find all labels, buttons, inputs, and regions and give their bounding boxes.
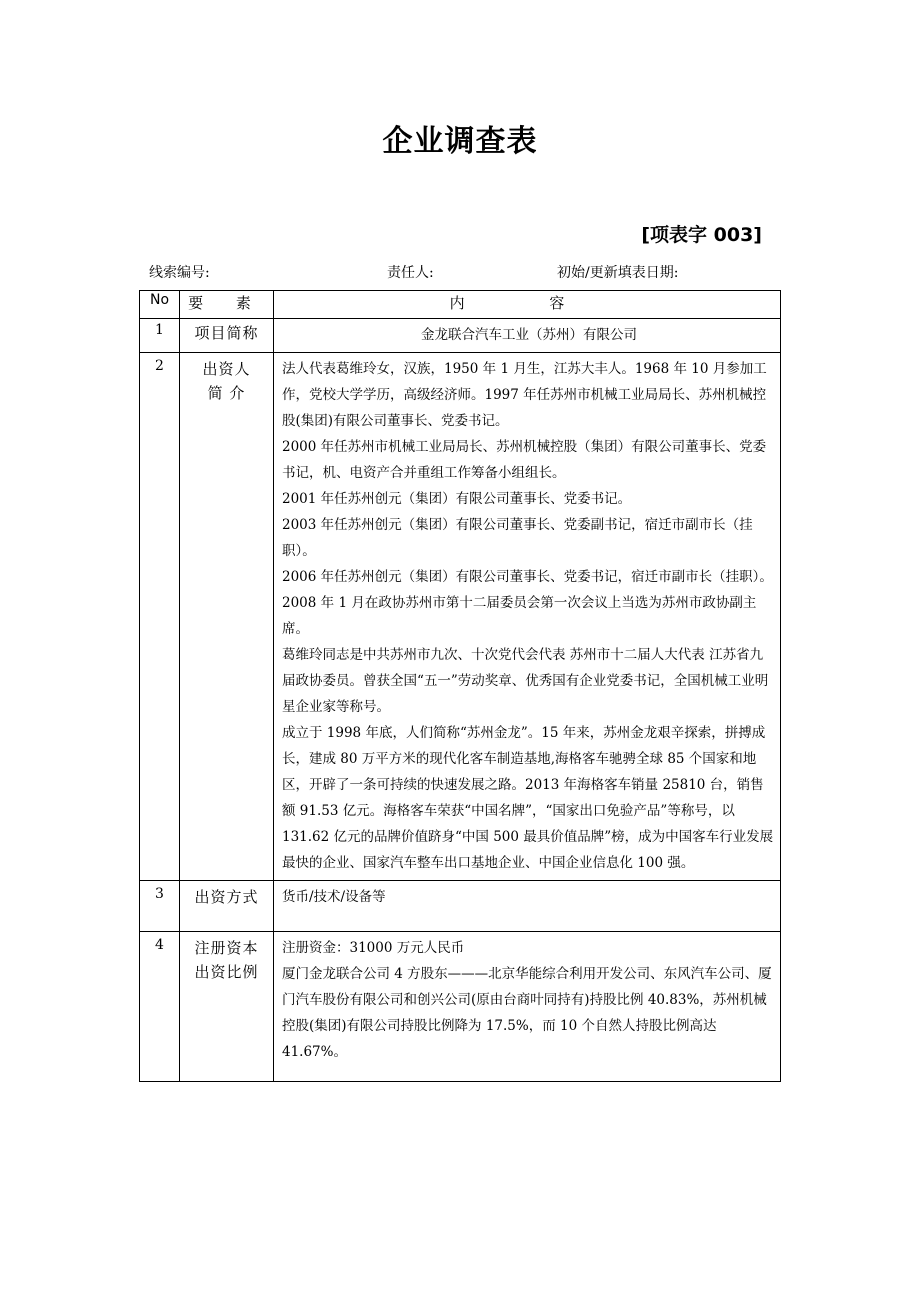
responsible-person-label: 责任人: — [387, 265, 434, 281]
row-number: 3 — [140, 881, 180, 932]
row-content — [274, 881, 781, 932]
row-number: 1 — [140, 319, 180, 353]
row-content — [274, 353, 781, 881]
content-paragraph: 2008 年 1 月在政协苏州市第十二届委员会第一次会议上当选为苏州市政协副主席。 — [282, 595, 757, 637]
content-paragraph: 2003 年任苏州创元（集团）有限公司董事长、党委副书记，宿迁市副市长（挂职）。 — [282, 517, 753, 559]
row-element — [180, 881, 274, 932]
element-line: 出资比例 — [194, 963, 259, 981]
row-content — [274, 932, 781, 1082]
header-element-text: 要 素 — [188, 294, 265, 312]
fill-date-label: 初始/更新填表日期: — [557, 265, 679, 281]
row-number: 2 — [140, 353, 180, 881]
row-number: 4 — [140, 932, 180, 1082]
table-row — [140, 353, 781, 881]
page-title: 企业调查表 — [382, 124, 538, 159]
element-line: 出资人 — [202, 360, 251, 378]
row-element — [180, 353, 274, 881]
content-paragraph: 葛维玲同志是中共苏州市九次、十次党代会代表 苏州市十二届人大代表 江苏省九届政协委员。曾获全国“五一”劳动奖章、优秀国有企业党委书记，全国机械工业明星企业家等称号。 — [282, 647, 769, 715]
content-paragraph: 2000 年任苏州市机械工业局局长、苏州机械控股（集团）有限公司董事长、党委书记，机、电资产合并重组工作筹备小组组长。 — [282, 439, 767, 481]
row-content — [274, 319, 781, 353]
content-paragraph: 注册资金：31000 万元人民币 — [282, 940, 465, 956]
clue-number-label: 线索编号: — [149, 265, 210, 281]
content-paragraph: 金龙联合汽车工业（苏州）有限公司 — [421, 327, 637, 343]
content-paragraph: 2006 年任苏州创元（集团）有限公司董事长、党委书记，宿迁市副市长（挂职）。 — [282, 569, 773, 585]
table-header-row — [140, 291, 781, 319]
element-line: 项目简称 — [194, 324, 259, 342]
table-row — [140, 932, 781, 1082]
row-element — [180, 319, 274, 353]
element-line: 注册资本 — [194, 939, 259, 957]
header-content — [274, 291, 781, 319]
header-no: No — [140, 291, 180, 319]
element-line: 出资方式 — [194, 888, 259, 906]
header-content-text: 内 容 — [449, 294, 605, 312]
content-paragraph: 2001 年任苏州创元（集团）有限公司董事长、党委书记。 — [282, 491, 632, 507]
content-paragraph: 货币/技术/设备等 — [282, 889, 386, 905]
header-element — [180, 291, 274, 319]
content-paragraph: 成立于 1998 年底，人们简称“苏州金龙”。15 年来，苏州金龙艰辛探索，拼搏成长，建成 80 万平方米的现代化客车制造基地,海格客车驰骋全球 85 个国家和地区，开辟了一条可持续的快速发展之路。2013 年海格客车销量 25810 台，销售额 91.53 亿元。海格客车荣获“中国名牌”，“国家出口免验产品”等称号，以 131.62 亿元的品牌价值跻身“中国 500 最具价值品牌”榜，成为中国客车行业发展最快的企业、国家汽车整车出口基地企业、中国企业信息化 100 强。 — [282, 725, 774, 871]
content-paragraph: 厦门金龙联合公司 4 方股东———北京华能综合利用开发公司、东风汽车公司、厦门汽车股份有限公司和创兴公司(原由台商叶同持有)持股比例 40.83%，苏州机械控股(集团)有限公司持股比例降为 17.5%，而 10 个自然人持股比例高达 41.67%。 — [282, 966, 772, 1060]
table-row — [140, 881, 781, 932]
survey-table — [139, 290, 781, 1082]
table-row — [140, 319, 781, 353]
element-line: 简 介 — [207, 384, 246, 402]
row-element — [180, 932, 274, 1082]
form-code: [项表字 003] — [641, 224, 762, 246]
content-paragraph: 法人代表葛维玲女，汉族，1950 年 1 月生，江苏大丰人。1968 年 10 月参加工作，党校大学学历，高级经济师。1997 年任苏州市机械工业局局长、苏州机械控股(集团)有限公司董事长、党委书记。 — [282, 361, 767, 429]
